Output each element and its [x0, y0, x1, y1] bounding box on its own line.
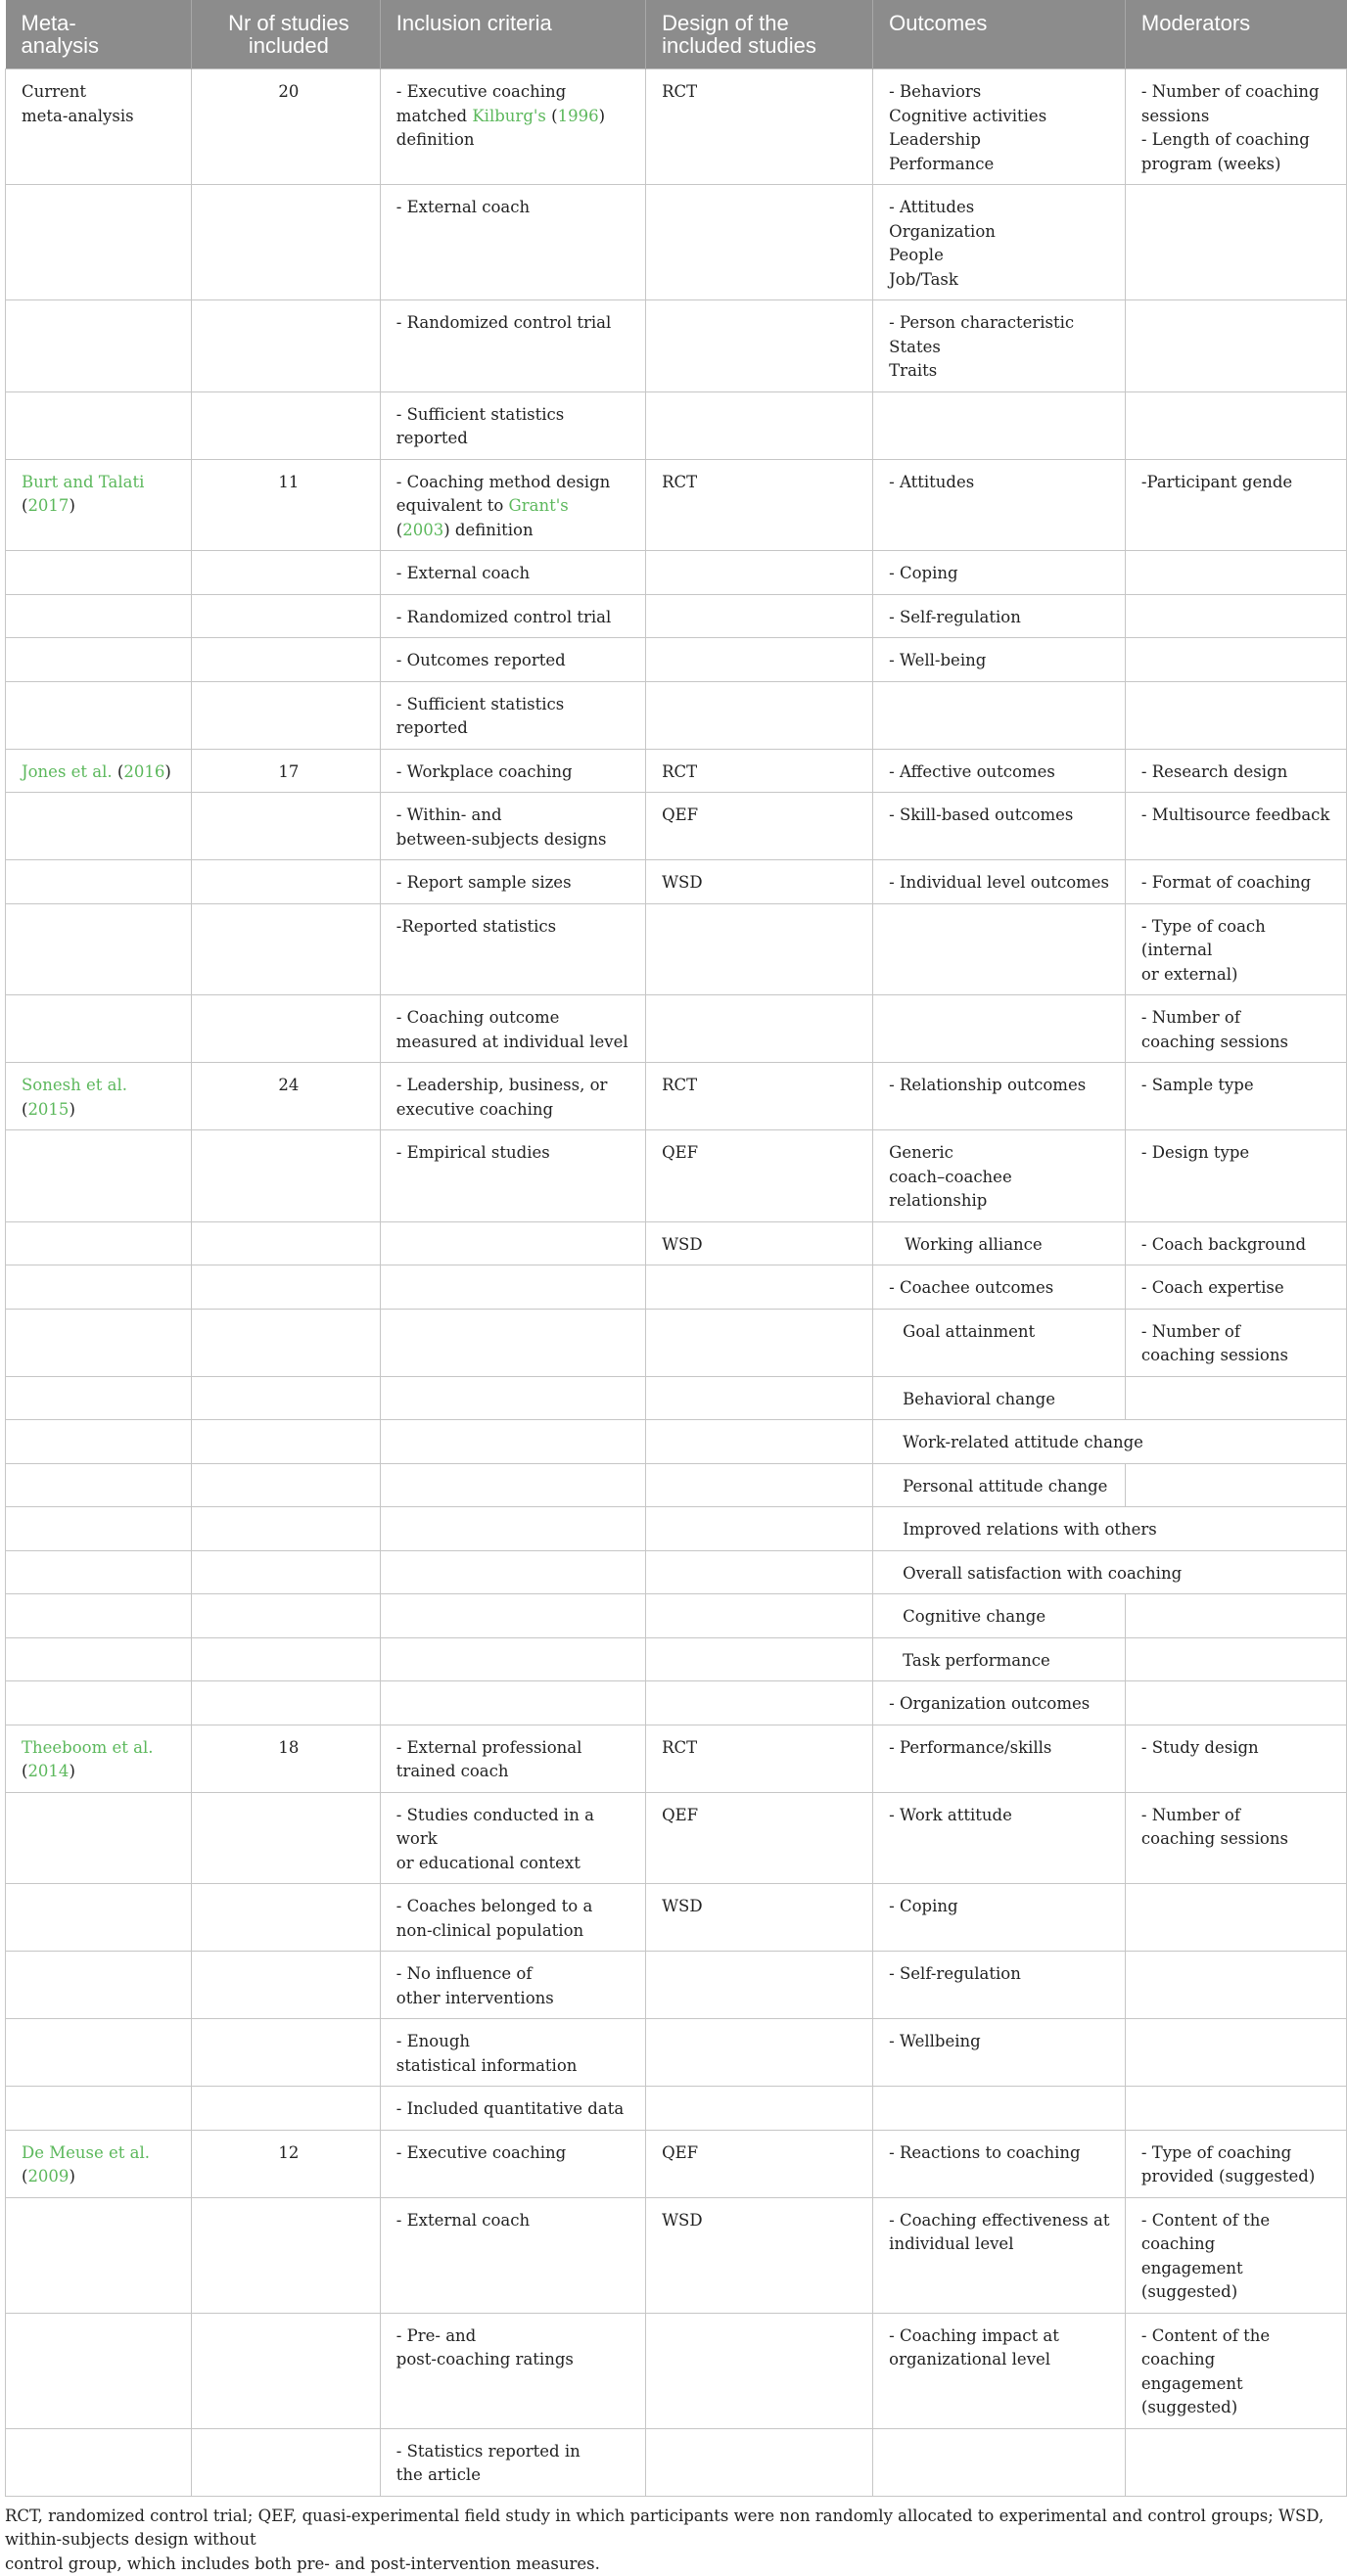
citation-year-link[interactable]: 2016: [123, 762, 164, 781]
table-row: [6, 1952, 1347, 2019]
outcome: Behavioral change: [873, 1376, 1126, 1420]
citation-link[interactable]: De Meuse et al.: [22, 2143, 150, 2162]
table-row: [6, 300, 1347, 392]
table-row: [6, 903, 1347, 995]
criterion: - Included quantitative data: [380, 2087, 645, 2131]
moderator: - Design type: [1125, 1130, 1346, 1222]
criterion: - Coaching method design equivalent to Grant's (2003) definition: [380, 459, 645, 551]
outcome: Task performance: [873, 1637, 1126, 1681]
table-row: [6, 860, 1347, 904]
citation-year-link[interactable]: 2003: [402, 521, 443, 539]
criterion: - Workplace coaching: [380, 749, 645, 793]
header-row: [6, 0, 1347, 69]
table-row: [6, 391, 1347, 459]
outcome: - Affective outcomes: [873, 749, 1126, 793]
meta-name: Theeboom et al. (2014): [6, 1725, 192, 1792]
moderator: - Multisource feedback: [1125, 793, 1346, 860]
design: RCT: [646, 1063, 873, 1130]
study-count: 12: [191, 2130, 380, 2197]
table-row: [6, 551, 1347, 595]
criterion: - Report sample sizes: [380, 860, 645, 904]
citation-year-link[interactable]: 1996: [558, 107, 599, 125]
citation-link[interactable]: Theeboom et al.: [22, 1738, 153, 1757]
criterion: - Within- and between-subjects designs: [380, 793, 645, 860]
moderator: - Research design: [1125, 749, 1346, 793]
criterion: - Randomized control trial: [380, 300, 645, 392]
meta-name: Current meta-analysis: [6, 69, 192, 185]
meta-name: De Meuse et al. (2009): [6, 2130, 192, 2197]
citation-year-link[interactable]: 2014: [27, 1762, 69, 1780]
meta-analysis-table: [5, 0, 1347, 2497]
citation-year-link[interactable]: 2017: [27, 496, 69, 515]
moderator: - Type of coaching provided (suggested): [1125, 2130, 1346, 2197]
design: WSD: [646, 2197, 873, 2313]
outcome: - Coaching effectiveness at individual level: [873, 2197, 1126, 2313]
table-row: [6, 1463, 1347, 1507]
criterion: - Empirical studies: [380, 1130, 645, 1222]
table-footnote: [5, 2497, 1347, 2576]
meta-name: Sonesh et al. (2015): [6, 1063, 192, 1130]
outcome: Improved relations with others: [873, 1507, 1347, 1551]
criterion: - Coaching outcome measured at individual level: [380, 995, 645, 1063]
table-row: [6, 681, 1347, 749]
table-row: [6, 1725, 1347, 1792]
design: RCT: [646, 1725, 873, 1792]
design: WSD: [646, 1221, 873, 1265]
outcome: - Attitudes Organization People Job/Task: [873, 185, 1126, 300]
outcome: - Self-regulation: [873, 1952, 1126, 2019]
meta-name: Burt and Talati (2017): [6, 459, 192, 551]
criterion: - Studies conducted in a work or educational context: [380, 1792, 645, 1884]
table-row: [6, 2313, 1347, 2428]
moderator: - Number of coaching sessions: [1125, 995, 1346, 1063]
design: QEF: [646, 1792, 873, 1884]
outcome: - Person characteristic States Traits: [873, 300, 1126, 392]
citation-link[interactable]: Sonesh et al.: [22, 1076, 127, 1094]
header-outcomes: Outcomes: [873, 0, 1126, 69]
moderator: - Number of coaching sessions: [1125, 1309, 1346, 1376]
header-moderators: Moderators: [1125, 0, 1346, 69]
study-count: 18: [191, 1725, 380, 1792]
table-row: [6, 2197, 1347, 2313]
table-row: [6, 793, 1347, 860]
table-row: [6, 459, 1347, 551]
table-row: [6, 1309, 1347, 1376]
footnote-line: RCT, randomized control trial; QEF, quasi-experimental field study in which participants were non randomly allocated to experimental and control groups; WSD, within-subjects design without: [5, 2505, 1347, 2553]
outcome: - Coaching impact at organizational level: [873, 2313, 1126, 2428]
outcome: - Attitudes: [873, 459, 1126, 551]
moderator: -Participant gende: [1125, 459, 1346, 551]
outcome: - Well-being: [873, 638, 1126, 682]
outcome: - Behaviors Cognitive activities Leadership Performance: [873, 69, 1126, 185]
table-row: [6, 1265, 1347, 1310]
criterion: - Sufficient statistics reported: [380, 391, 645, 459]
outcome: - Organization outcomes: [873, 1681, 1126, 1725]
table-row: [6, 638, 1347, 682]
outcome: Cognitive change: [873, 1594, 1126, 1638]
citation-link[interactable]: Grant's: [509, 496, 569, 515]
table-row: [6, 749, 1347, 793]
table-row: [6, 1507, 1347, 1551]
moderator: - Number of coaching sessions: [1125, 1792, 1346, 1884]
table-row: [6, 594, 1347, 638]
criterion: - Executive coaching: [380, 2130, 645, 2197]
outcome: Generic coach–coachee relationship: [873, 1130, 1126, 1222]
moderator: - Coach expertise: [1125, 1265, 1346, 1310]
study-count: 24: [191, 1063, 380, 1130]
design: RCT: [646, 749, 873, 793]
moderator: - Content of the coaching engagement (suggested): [1125, 2197, 1346, 2313]
table-row: [6, 2428, 1347, 2496]
meta-name: Jones et al. (2016): [6, 749, 192, 793]
moderator: - Format of coaching: [1125, 860, 1346, 904]
table-row: [6, 1130, 1347, 1222]
design: WSD: [646, 860, 873, 904]
outcome: Personal attitude change: [873, 1463, 1126, 1507]
outcome: - Coping: [873, 1884, 1126, 1952]
outcome: - Work attitude: [873, 1792, 1126, 1884]
outcome: - Coping: [873, 551, 1126, 595]
header-design: Design of the included studies: [646, 0, 873, 69]
outcome: Working alliance: [873, 1221, 1126, 1265]
design: WSD: [646, 1884, 873, 1952]
design: QEF: [646, 2130, 873, 2197]
criterion: - Executive coaching matched Kilburg's (1996) definition: [380, 69, 645, 185]
table-row: [6, 1681, 1347, 1725]
table-row: [6, 1884, 1347, 1952]
study-count: 20: [191, 69, 380, 185]
table-row: [6, 995, 1347, 1063]
outcome: - Relationship outcomes: [873, 1063, 1126, 1130]
table-row: [6, 1637, 1347, 1681]
criterion: - Sufficient statistics reported: [380, 681, 645, 749]
table-row: [6, 1221, 1347, 1265]
table-wrapper: [5, 0, 1347, 2576]
table-row: [6, 185, 1347, 300]
table-row: [6, 1420, 1347, 1464]
outcome: Overall satisfaction with coaching: [873, 1550, 1347, 1594]
criterion: - Enough statistical information: [380, 2019, 645, 2087]
table-row: [6, 1063, 1347, 1130]
criterion: - External coach: [380, 551, 645, 595]
header-nr-studies: Nr of studies included: [191, 0, 380, 69]
outcome: - Self-regulation: [873, 594, 1126, 638]
outcome: - Skill-based outcomes: [873, 793, 1126, 860]
study-count: 11: [191, 459, 380, 551]
outcome: - Individual level outcomes: [873, 860, 1126, 904]
criterion: - Pre- and post-coaching ratings: [380, 2313, 645, 2428]
header-meta-analysis: Meta- analysis: [6, 0, 192, 69]
outcome: Work-related attitude change: [873, 1420, 1347, 1464]
footnote-line: control group, which includes both pre- and post-intervention measures.: [5, 2553, 1347, 2576]
design: RCT: [646, 69, 873, 185]
criterion: - Coaches belonged to a non-clinical population: [380, 1884, 645, 1952]
table-row: [6, 1594, 1347, 1638]
citation-link[interactable]: Jones et al.: [22, 762, 113, 781]
moderator: - Study design: [1125, 1725, 1346, 1792]
outcome: Goal attainment: [873, 1309, 1126, 1376]
table-row: [6, 2087, 1347, 2131]
moderator: - Coach background: [1125, 1221, 1346, 1265]
table-row: [6, 69, 1347, 185]
outcome: - Wellbeing: [873, 2019, 1126, 2087]
design: QEF: [646, 793, 873, 860]
criterion: - Randomized control trial: [380, 594, 645, 638]
outcome: - Reactions to coaching: [873, 2130, 1126, 2197]
criterion: - External coach: [380, 185, 645, 300]
moderator: - Content of the coaching engagement (suggested): [1125, 2313, 1346, 2428]
outcome: - Coachee outcomes: [873, 1265, 1126, 1310]
criterion: -Reported statistics: [380, 903, 645, 995]
table-row: [6, 1376, 1347, 1420]
criterion: - No influence of other interventions: [380, 1952, 645, 2019]
citation-link[interactable]: Kilburg's: [472, 107, 546, 125]
criterion: - External coach: [380, 2197, 645, 2313]
citation-link[interactable]: Burt and Talati: [22, 473, 144, 491]
criterion: - Leadership, business, or executive coaching: [380, 1063, 645, 1130]
table-row: [6, 2130, 1347, 2197]
table-row: [6, 1550, 1347, 1594]
table-row: [6, 1792, 1347, 1884]
design: RCT: [646, 459, 873, 551]
criterion: - Outcomes reported: [380, 638, 645, 682]
criterion: - External professional trained coach: [380, 1725, 645, 1792]
design: QEF: [646, 1130, 873, 1222]
table-row: [6, 2019, 1347, 2087]
moderator: - Type of coach (internal or external): [1125, 903, 1346, 995]
citation-year-link[interactable]: 2009: [27, 2167, 69, 2185]
criterion: - Statistics reported in the article: [380, 2428, 645, 2496]
citation-year-link[interactable]: 2015: [27, 1100, 69, 1119]
header-inclusion-criteria: Inclusion criteria: [380, 0, 645, 69]
study-count: 17: [191, 749, 380, 793]
moderator: - Sample type: [1125, 1063, 1346, 1130]
outcome: - Performance/skills: [873, 1725, 1126, 1792]
moderator: - Number of coaching sessions - Length of coaching program (weeks): [1125, 69, 1346, 185]
